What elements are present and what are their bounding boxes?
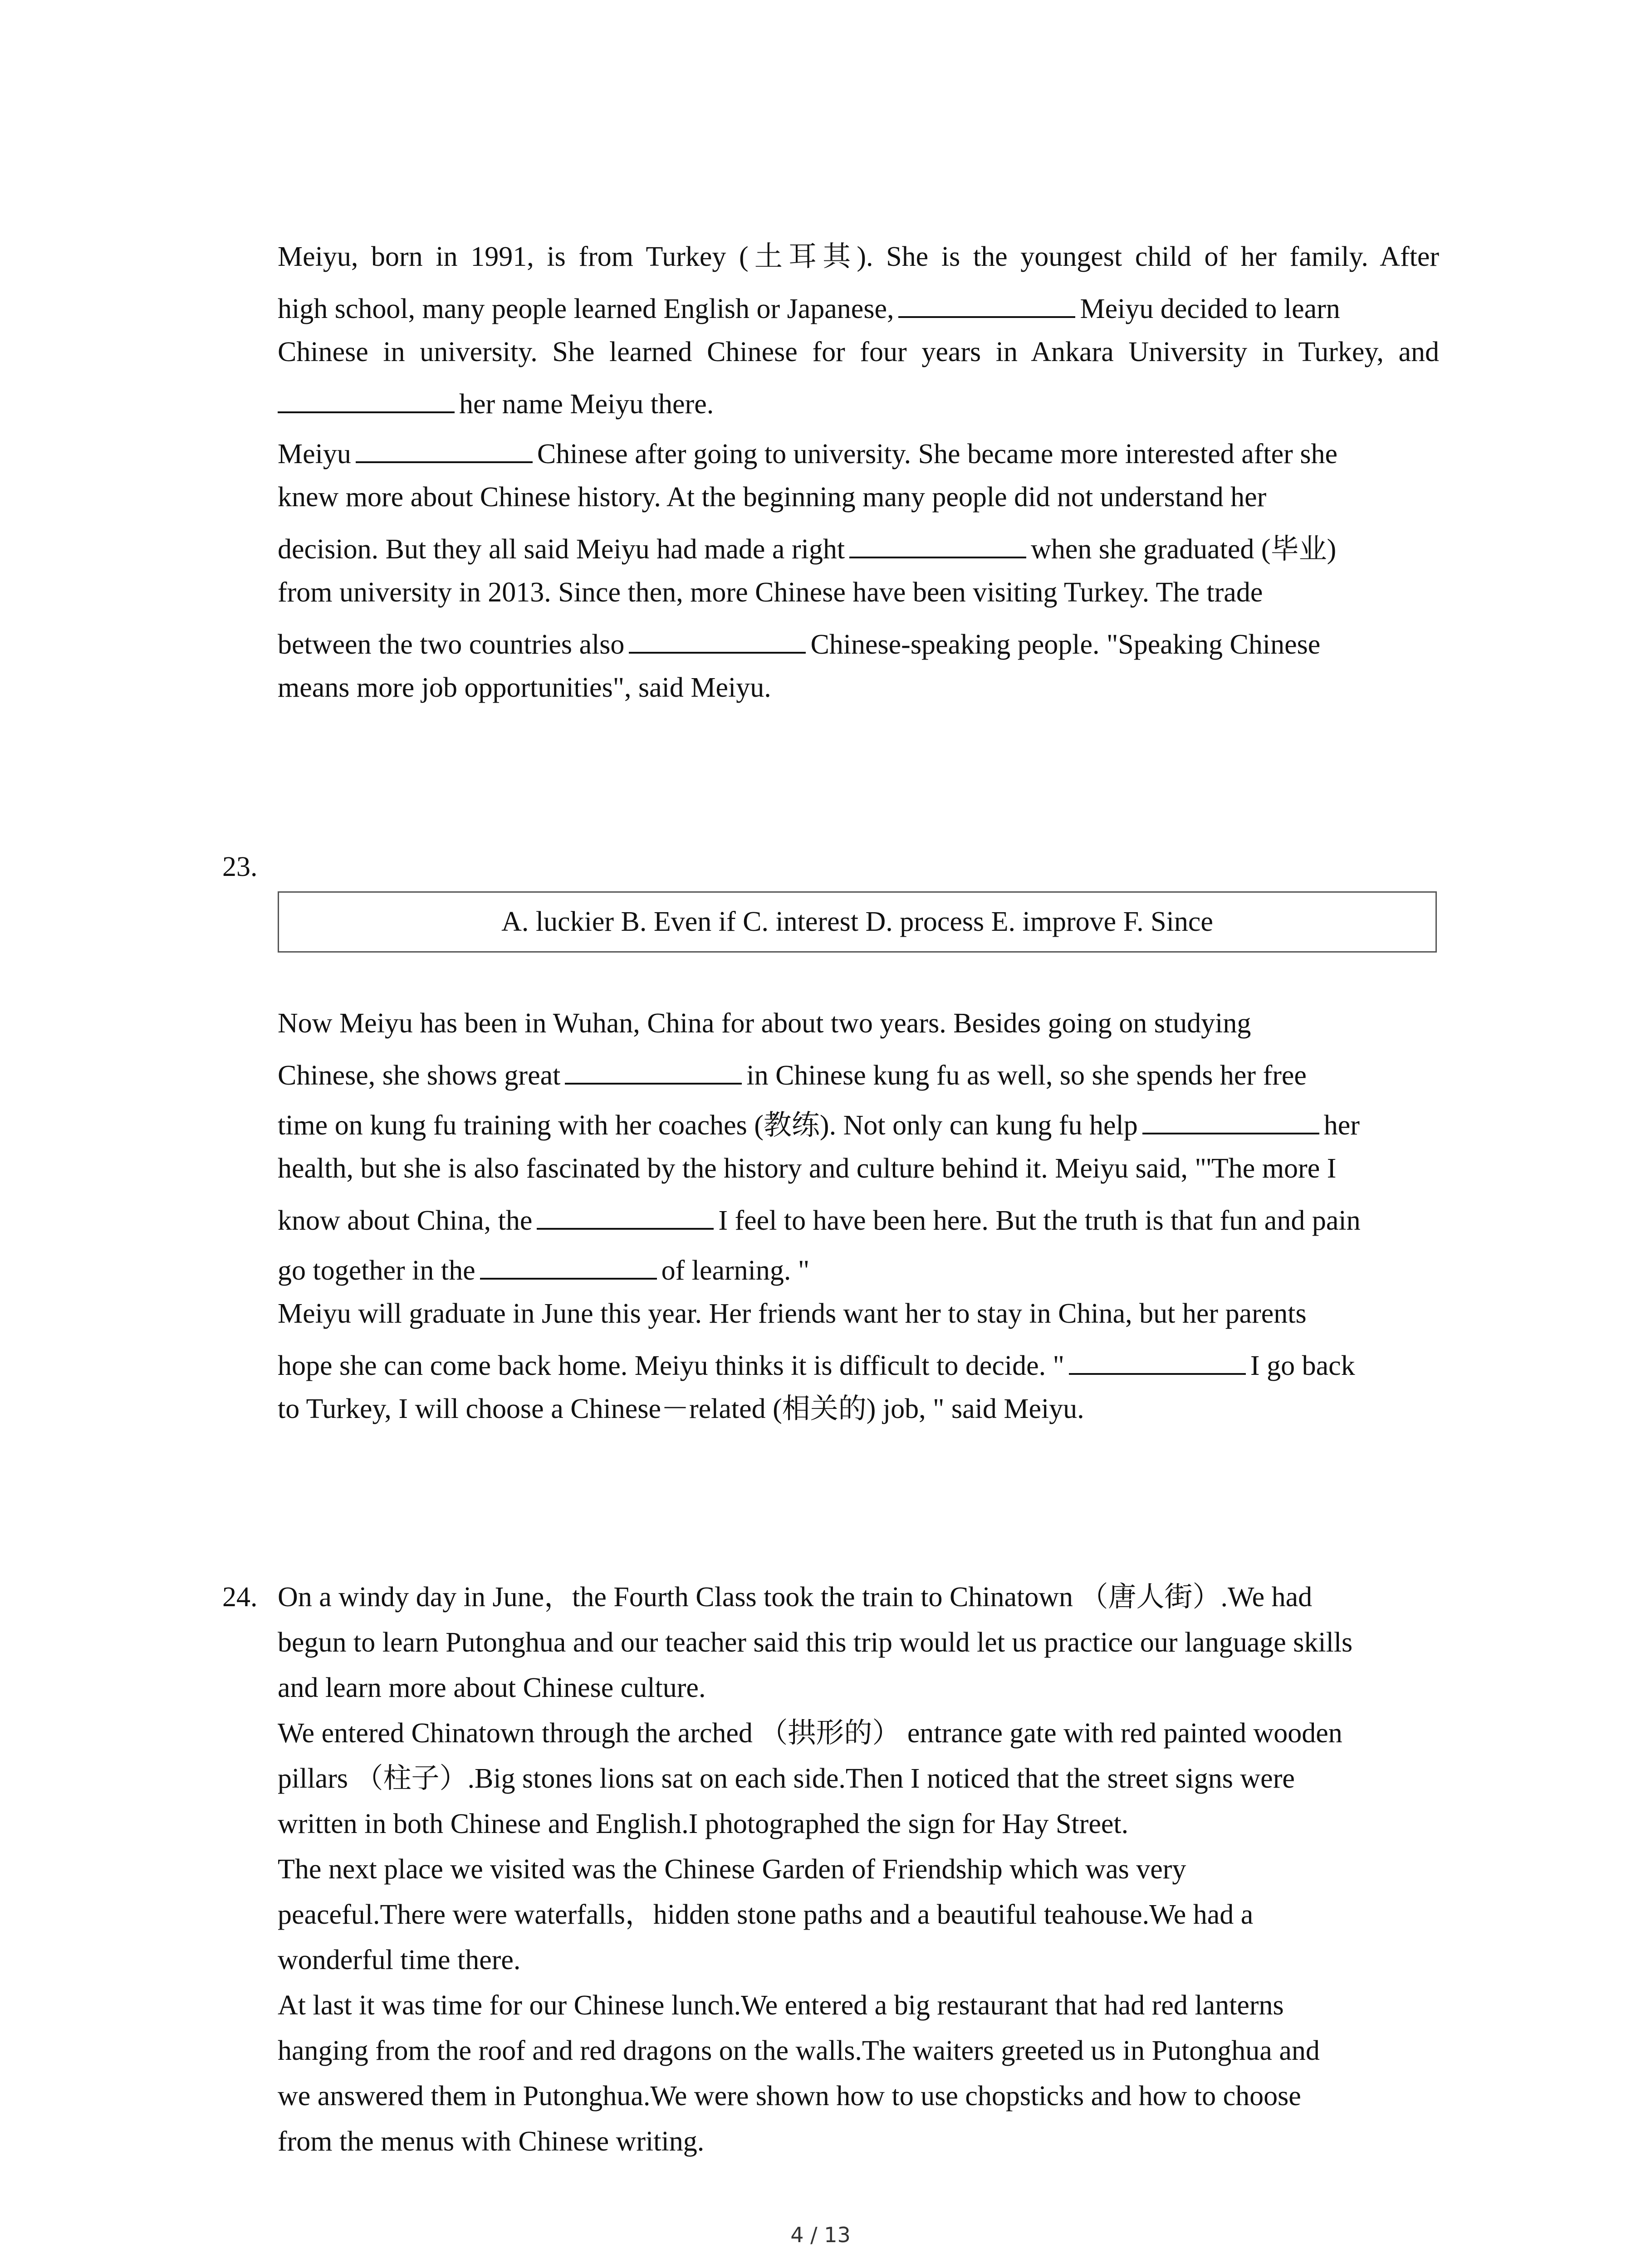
question-number: 23. xyxy=(222,851,258,882)
answer-blank[interactable] xyxy=(898,293,1075,318)
answer-blank[interactable] xyxy=(278,388,455,413)
text-line: from university in 2013. Since then, more Chinese have been visiting Turkey. The trade xyxy=(278,577,1263,608)
text-line xyxy=(278,1254,809,1285)
line-segment: Meiyu xyxy=(278,439,351,469)
text-line: Meiyu, born in 1991, is from Turkey (土耳其). She is the youngest child of her family. After xyxy=(278,241,1439,272)
word-bank-options: A. luckier B. Even if C. interest D. process E. improve F. Since xyxy=(501,906,1213,937)
line-segment: hope she can come back home. Meiyu thinks it is difficult to decide. " xyxy=(278,1350,1064,1381)
line-segment: of learning. " xyxy=(661,1255,810,1286)
text-line: we answered them in Putonghua.We were shown how to use chopsticks and how to choose xyxy=(278,2081,1301,2112)
text-line: knew more about Chinese history. At the beginning many people did not understand her xyxy=(278,482,1267,513)
text-line: peaceful.There were waterfalls，hidden stone paths and a beautiful teahouse.We had a xyxy=(278,1899,1254,1930)
text-line: Now Meiyu has been in Wuhan, China for about two years. Besides going on studying xyxy=(278,1008,1251,1039)
text-line xyxy=(278,1109,1360,1139)
line-segment: know about China, the xyxy=(278,1205,533,1236)
text-line: We entered Chinatown through the arched （拱形的） entrance gate with red painted wooden xyxy=(278,1718,1342,1749)
answer-blank[interactable] xyxy=(849,533,1026,558)
line-segment: high school, many people learned English or Japanese, xyxy=(278,293,894,324)
text-line: Chinese in university. She learned Chinese for four years in Ankara University in Turkey, and xyxy=(278,337,1439,367)
line-segment: her name Meiyu there. xyxy=(459,389,714,420)
text-line: from the menus with Chinese writing. xyxy=(278,2126,705,2157)
text-line: and learn more about Chinese culture. xyxy=(278,1672,706,1703)
text-line xyxy=(278,628,1320,659)
text-line xyxy=(278,533,1336,563)
text-line xyxy=(278,388,714,418)
answer-blank[interactable] xyxy=(1069,1349,1246,1375)
line-segment: I feel to have been here. But the truth is that fun and pain xyxy=(718,1205,1361,1236)
text-line: At last it was time for our Chinese lunch.We entered a big restaurant that had red lanterns xyxy=(278,1990,1284,2021)
text-line: pillars （柱子）.Big stones lions sat on each side.Then I noticed that the street signs were xyxy=(278,1763,1295,1794)
answer-blank[interactable] xyxy=(356,438,533,463)
line-segment: time on kung fu training with her coaches (教练). Not only can kung fu help xyxy=(278,1110,1138,1141)
text-line xyxy=(278,1204,1361,1235)
line-segment: go together in the xyxy=(278,1255,475,1286)
answer-blank[interactable] xyxy=(565,1059,742,1085)
line-segment: Meiyu decided to learn xyxy=(1080,293,1340,324)
line-segment: between the two countries also xyxy=(278,629,625,660)
line-segment: Chinese after going to university. She became more interested after she xyxy=(537,439,1337,469)
text-line: to Turkey, I will choose a Chinese－related (相关的) job, " said Meiyu. xyxy=(278,1393,1084,1424)
line-segment: her xyxy=(1323,1110,1360,1141)
line-segment: I go back xyxy=(1250,1350,1355,1381)
text-line: The next place we visited was the Chinese Garden of Friendship which was very xyxy=(278,1854,1186,1885)
text-line: means more job opportunities", said Meiyu. xyxy=(278,672,771,703)
answer-blank[interactable] xyxy=(537,1204,714,1230)
text-line xyxy=(278,293,1340,323)
answer-blank[interactable] xyxy=(629,628,806,654)
text-line: On a windy day in June，the Fourth Class took the train to Chinatown （唐人街）.We had xyxy=(278,1582,1313,1613)
text-line xyxy=(278,438,1337,468)
line-segment: when she graduated (毕业) xyxy=(1031,534,1337,565)
text-line: health, but she is also fascinated by the history and culture behind it. Meiyu said, "'The more I xyxy=(278,1153,1337,1184)
line-segment: Chinese, she shows great xyxy=(278,1060,561,1091)
text-line: written in both Chinese and English.I photographed the sign for Hay Street. xyxy=(278,1809,1129,1839)
line-segment: decision. But they all said Meiyu had made a right xyxy=(278,534,845,565)
text-line: Meiyu will graduate in June this year. Her friends want her to stay in China, but her parents xyxy=(278,1298,1307,1329)
text-line xyxy=(278,1349,1355,1380)
answer-blank[interactable] xyxy=(480,1254,657,1280)
question-number: 24. xyxy=(222,1582,258,1613)
text-line xyxy=(278,1059,1307,1090)
line-segment: Chinese-speaking people. "Speaking Chinese xyxy=(810,629,1321,660)
text-line: wonderful time there. xyxy=(278,1945,521,1975)
word-bank-box xyxy=(278,891,1437,953)
text-line: hanging from the roof and red dragons on the walls.The waiters greeted us in Putonghua and xyxy=(278,2035,1320,2066)
text-line: begun to learn Putonghua and our teacher said this trip would let us practice our language skills xyxy=(278,1627,1353,1658)
page-number: 4 / 13 xyxy=(790,2223,851,2247)
answer-blank[interactable] xyxy=(1142,1109,1319,1134)
line-segment: in Chinese kung fu as well, so she spends her free xyxy=(746,1060,1307,1091)
